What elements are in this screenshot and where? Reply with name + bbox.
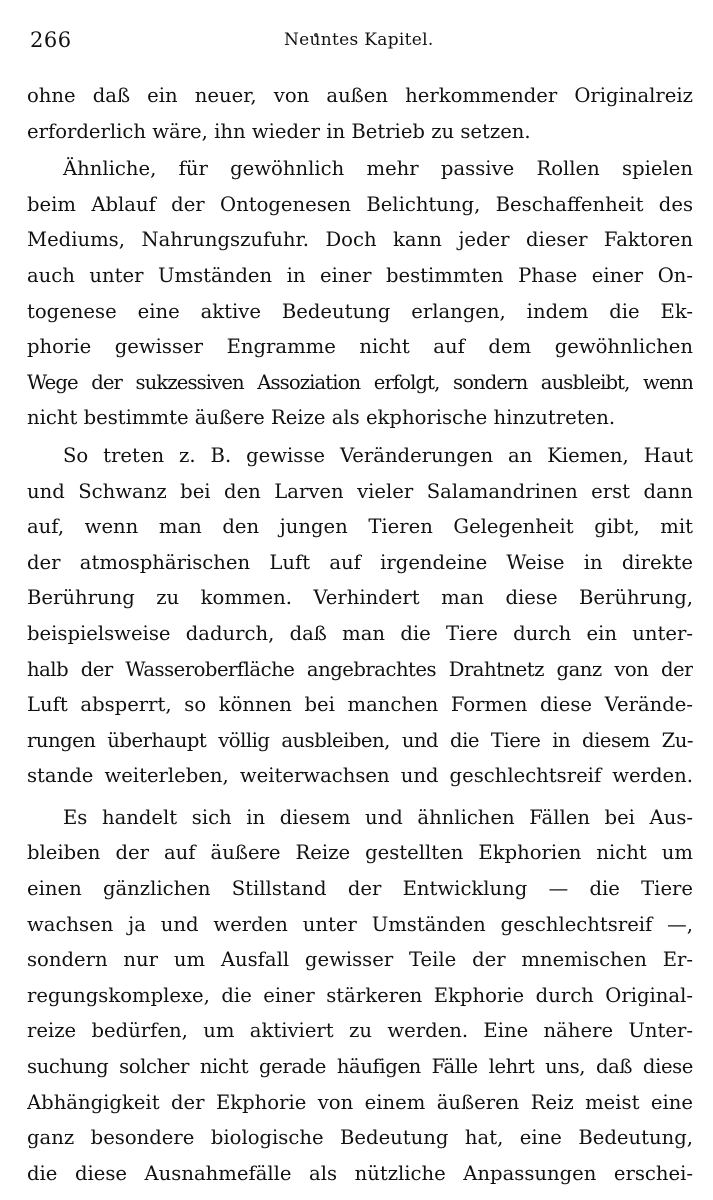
paragraph — [27, 78, 693, 149]
text-line: einen gänzlichen Stillstand der Entwicklung — die Tiere — [27, 877, 693, 901]
text-line: und Schwanz bei den Larven vieler Salamandrinen erst dann — [27, 479, 693, 503]
text-line: rungen überhaupt völlig ausbleiben, und die Tiere in diesem Zu- — [27, 728, 693, 752]
page-header — [30, 28, 691, 58]
text-line: auf, wenn man den jungen Tieren Gelegenheit gibt, mit — [27, 515, 693, 539]
paragraph — [27, 800, 693, 1192]
text-line: stande weiterleben, weiterwachsen und geschlechtsreif werden. — [27, 764, 693, 788]
text-line: halb der Wasseroberfläche angebrachtes Drahtnetz ganz von der — [27, 657, 693, 681]
text-line: So treten z. B. gewisse Veränderungen an Kiemen, Haut — [63, 443, 693, 467]
text-line: der atmosphärischen Luft auf irgendeine Weise in direkte — [27, 550, 693, 574]
text-line: ganz besondere biologische Bedeutung hat, eine Bedeutung, — [27, 1126, 693, 1150]
text-line: bleiben der auf äußere Reize gestellten Ekphorien nicht um — [27, 841, 693, 865]
text-line: Wege der sukzessiven Assoziation erfolgt, sondern ausbleibt, wenn — [27, 370, 693, 394]
text-line: Berührung zu kommen. Verhindert man diese Berührung, — [27, 586, 693, 610]
text-line: togenese eine aktive Bedeutung erlangen, indem die Ek- — [27, 299, 693, 323]
text-line: beispielsweise dadurch, daß man die Tiere durch ein unter- — [27, 621, 693, 645]
text-line: auch unter Umständen in einer bestimmten Phase einer On- — [27, 263, 693, 287]
body-text — [27, 78, 693, 1191]
text-line: Es handelt sich in diesem und ähnlichen Fällen bei Aus- — [63, 805, 693, 829]
text-line: Luft absperrt, so können bei manchen Formen diese Verände- — [27, 693, 693, 717]
page-number: 266 — [30, 28, 72, 52]
text-line: erforderlich wäre, ihn wieder in Betrieb zu setzen. — [27, 119, 531, 143]
text-line: phorie gewisser Engramme nicht auf dem gewöhnlichen — [27, 335, 693, 359]
text-line: suchung solcher nicht gerade häufigen Fälle lehrt uns, daß diese — [27, 1055, 693, 1079]
text-line: Mediums, Nahrungszufuhr. Doch kann jeder dieser Faktoren — [27, 228, 693, 252]
text-line: reize bedürfen, um aktiviert zu werden. Eine nähere Unter- — [27, 1019, 693, 1043]
text-line: die diese Ausnahmefälle als nützliche Anpassungen erschei- — [27, 1161, 693, 1185]
paragraph — [27, 151, 693, 436]
text-line: Ähnliche, für gewöhnlich mehr passive Rollen spielen — [63, 157, 693, 181]
text-line: Abhängigkeit der Ekphorie von einem äußeren Reiz meist eine — [27, 1090, 693, 1114]
text-line: wachsen ja und werden unter Umständen geschlechtsreif —, — [27, 912, 693, 936]
text-line: ohne daß ein neuer, von außen herkommender Originalreiz — [27, 84, 693, 107]
text-line: regungskomplexe, die einer stärkeren Ekphorie durch Original- — [27, 983, 693, 1007]
running-head: Neuntes Kapitel. — [284, 30, 434, 50]
text-line: beim Ablauf der Ontogenesen Belichtung, Beschaffenheit des — [27, 192, 693, 216]
text-line: sondern nur um Ausfall gewisser Teile der mnemischen Er- — [27, 948, 693, 972]
paragraph — [27, 438, 693, 794]
text-line: nicht bestimmte äußere Reize als ekphorische hinzutreten. — [27, 406, 616, 430]
